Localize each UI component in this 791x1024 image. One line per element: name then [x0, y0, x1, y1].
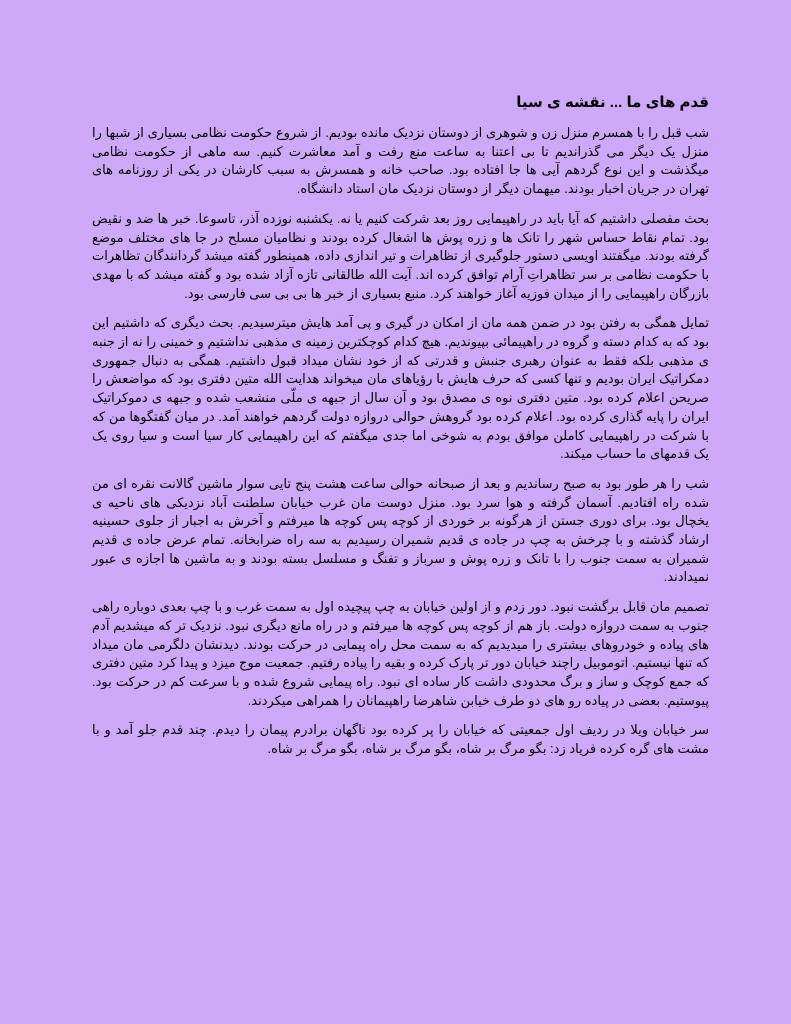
document-title: قدم های ما ... نقشه ی سیا — [516, 94, 709, 111]
paragraph-2: بحث مفصلی داشتیم که آیا باید در راهپیمایی روز بعد شرکت کنیم یا نه. یکشنبه نوزده آذر، تاسوعا. خبر ها ضد و نقیض بود. تمام نقاط حساس شهر را تانک ها و زره پوش ها اشغال کرده بودند و نظامیان مسلح در جا های مختلف موضع گرفته بودند. میگفتند اویسی دستور جلوگیری از تظاهرات و تیر اندازی داده، همینطور گفته میشد گردانندگان تظاهرات با حکومت نظامی بر سر تظاهراتِ آرام توافق کرده اند. آیت الله طالقانی تازه آزاد شده بود و گفته میشد که با مهدی بازرگان راهپیمایی را از میدان فوزیه آغاز خواهند کرد. منبع بسیاری از خبر ها بی بی سی فارسی بود. — [92, 210, 709, 301]
paragraph-3: تمایل همگی به رفتن بود در ضمن همه مان از امکان در گیری و پی آمد هایش میترسیدیم. بحث دیگری که داشتیم این بود که به کدام دسته و گروه در راهپیمائی بپیوندیم. هیچ کدام کوچکترین زمینه ی مذهبی نداشتیم و خمینی را نه از جنبه ی مذهبی بلکه فقط به عنوان رهبری جنبش و قدرتی که از خود نشان میداد قبول داشتیم. همگی به دنبال جمهوری دمکراتیک ایران بودیم و تنها کسی که حرف هایش با رؤیاهای مان میخواند هدایت الله متین دفتری بود که مواضعش را صریحن اعلام کرده بود. متین دفتری نوه ی مصدق بود و آن سال از جبهه ی ملّی منشعب شده و جبهه ی دموکراتیک ایران را پایه گذاری کرده بود. اعلام کرده بود گروهش حوالی دروازه دولت گردهم خواهند آمد. در میان گفتگوها من که با شرکت در راهپیمایی کاملن موافق بودم به شوخی اما جدی میگفتم که این راهپیمایی کار سیا است و سیا روی یک یک قدمهای ما حساب میکند. — [92, 315, 709, 462]
paragraph-1: شب قبل را با همسرم منزل زن و شوهری از دوستان نزدیک مانده بودیم. از شروع حکومت نظامی بسیاری از شبها را منزل یک دیگر می گذراندیم تا بی اعتنا به ساعت منع رفت و آمد معاشرت کنیم. سه ماهی از حکومت نظامی میگذشت و این نوع گردهم آیی ها جا افتاده بود. صاحب خانه و همسرش به سبب کارشان در یکی از روزنامه های تهران در جریان اخبار بودند. میهمان دیگر از دوستان نزدیک مان استاد دانشگاه. — [92, 125, 709, 197]
paragraph-4: شب را هر طور بود به صبح رساندیم و بعد از صبحانه حوالی ساعت هشت پنج تایی سوار ماشین گالانت نقره ای من شده راه افتادیم. آسمان گرفته و هوا سرد بود. منزل دوست مان غرب خیابان سلطنت آباد نزدیکی های ناحیه ی یخچال بود. برای دوری جستن از هرگونه بر خوردی از کوچه پس کوچه ها میرفتم و آخرش به اجبار از جلوی حسینیه ارشاد گذشته و با چرخش به چپ در جاده ی قدیم شمیران رسیدیم به سه راه ضرابخانه. تمام عرض جاده ی قدیم شمیران به سمت جنوب را با تانک و زره پوش و سرباز و تفنگ و مسلسل بسته بودند و به ماشین ها اجازه ی عبور نمیدادند. — [92, 475, 709, 585]
paragraph-6: سر خیابان ویلا در ردیف اول جمعیتی که خیابان را پر کرده بود ناگهان برادرم پیمان را دیدم. چند قدم جلو آمد و با مشت های گره کرده فریاد زد: بگو مرگ بر شاه، بگو مرگ بر شاه، بگو مرگ بر شاه. — [92, 722, 709, 757]
paragraph-5: تصمیم مان قابل برگشت نبود. دور زدم و از اولین خیابان به چپ پیچیده اول به سمت غرب و با چپ بعدی دوباره راهی جنوب به سمت دروازه دولت. باز هم از کوچه پس کوچه ها میرفتم و در راه مانع دیگری نبود. نزدیک تر که میشدیم آدم های پیاده و خودروهای بیشتری را میدیدیم که به سمت محل راه پیمایی در حرکت بودند. دیدنشان دلگرمی مان میداد که تنها نیستیم. اتوموبیل راچند خیابان دور تر پارک کرده و بقیه را پیاده رفتیم. جمعیت موج میزد و پیدا کرد متین دفتری که جمع کوچک و ساز و برگ محدودی داشت کار ساده ای نبود. راه پیمایی شروع شده و با سرعت کم در حرکت بود. پیوستیم. بعضی در پیاده رو های دو طرف خیابن شاهرضا راهپیمانان را همراهی میکردند. — [92, 599, 709, 708]
